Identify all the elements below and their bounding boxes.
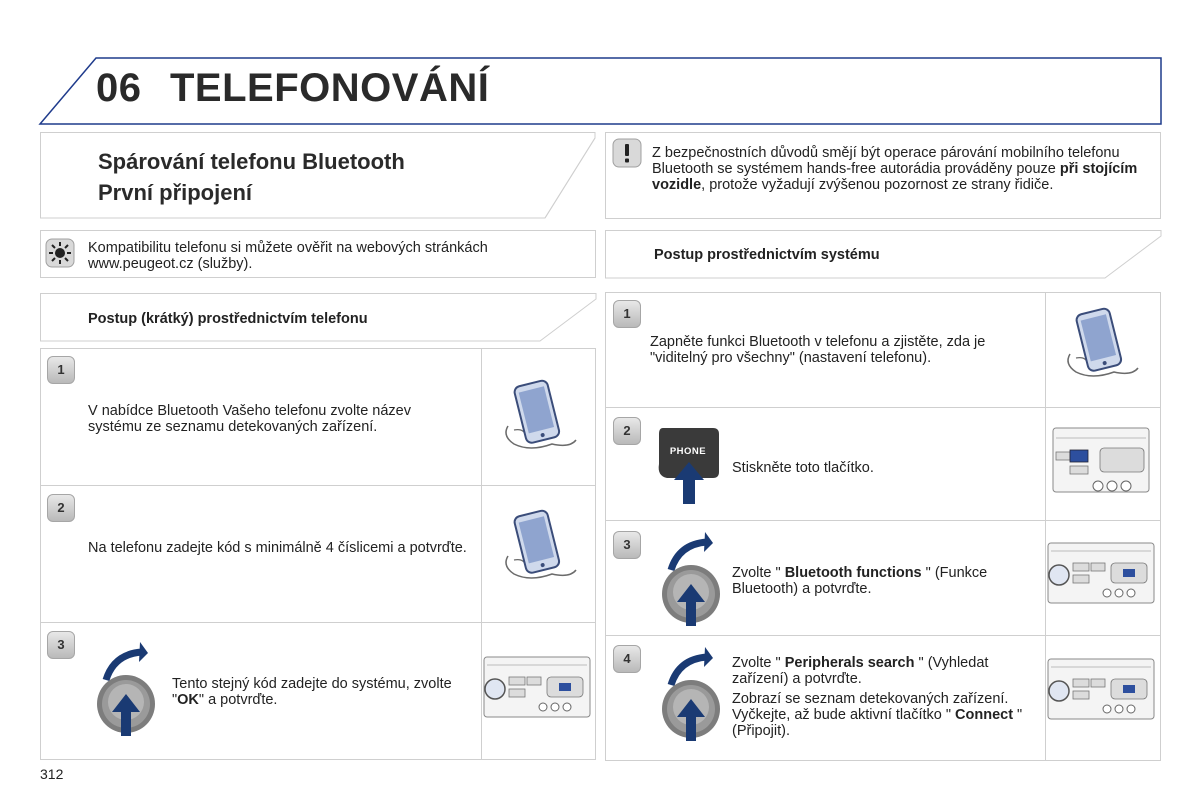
phone-hand-icon <box>500 378 580 458</box>
phone-hand-icon <box>1062 306 1142 386</box>
left-steps-divider-2 <box>40 622 596 623</box>
left-step-3-badge: 3 <box>47 631 75 659</box>
warning-text: Z bezpečnostních důvodů smějí být operace párování mobilního telefonu Bluetooth se systémem hands-free autorádia prováděny pouze při stojícím vozidle, protože vyžadují zvýšenou pozornost ze strany řidiče. <box>652 145 1138 193</box>
radio-panel-icon <box>1047 541 1157 606</box>
left-steps-divider-1 <box>40 485 596 486</box>
right-step-3-text: Zvolte " Bluetooth functions " (Funkce Bluetooth) a potvrďte. <box>732 565 988 597</box>
page-number: 312 <box>40 766 64 782</box>
left-image-column <box>481 348 482 760</box>
left-step-2-badge: 2 <box>47 494 75 522</box>
radio-panel-icon <box>483 655 593 720</box>
chapter-title: TELEFONOVÁNÍ <box>170 66 490 110</box>
right-image-column <box>1045 292 1046 761</box>
phone-button-label: PHONE <box>669 446 707 457</box>
main-title-line2: První připojení <box>98 180 253 205</box>
left-step-1-text: V nabídce Bluetooth Vašeho telefonu zvolte název systému ze seznamu detekovaných zařízení. <box>88 403 411 435</box>
right-step-1-text: Zapněte funkci Bluetooth v telefonu a zjistěte, zda je "viditelný pro všechny" (nastavení telefonu). <box>650 334 986 366</box>
tip-text: Kompatibilitu telefonu si můžete ověřit na webových stránkách www.peugeot.cz (služby). <box>88 240 488 272</box>
rotary-knob-icon <box>655 645 727 745</box>
right-step-3-badge: 3 <box>613 531 641 559</box>
chapter-number: 06 <box>96 66 142 110</box>
warning-icon <box>612 138 642 168</box>
left-step-1-badge: 1 <box>47 356 75 384</box>
right-steps-divider-3 <box>605 635 1161 636</box>
right-step-4-text-line2: Zobrazí se seznam detekovaných zařízení. Vyčkejte, až bude aktivní tlačítko " Connect " (Připojit). <box>732 691 1023 739</box>
right-step-4-badge: 4 <box>613 645 641 673</box>
radio-panel-icon <box>1047 657 1157 722</box>
left-section-title: Postup (krátký) prostřednictvím telefonu <box>88 311 368 327</box>
right-step-2-text: Stiskněte toto tlačítko. <box>732 460 874 476</box>
rotary-knob-icon <box>655 530 727 630</box>
left-step-3-text: Tento stejný kód zadejte do systému, zvolte "OK" a potvrďte. <box>172 676 452 708</box>
right-step-4-text <box>732 655 1032 739</box>
rotary-knob-icon <box>90 640 162 740</box>
right-section-title: Postup prostřednictvím systému <box>654 247 880 263</box>
radio-panel-icon <box>1052 426 1152 496</box>
arrow-up-icon <box>674 462 704 504</box>
left-step-2-text: Na telefonu zadejte kód s minimálně 4 číslicemi a potvrďte. <box>88 540 467 556</box>
right-step-1-badge: 1 <box>613 300 641 328</box>
right-step-4-text-line1: Zvolte " Peripherals search " (Vyhledat zařízení) a potvrďte. <box>732 655 989 687</box>
tip-sun-icon <box>45 238 75 268</box>
phone-hand-icon <box>500 508 580 588</box>
right-steps-divider-2 <box>605 520 1161 521</box>
main-title-line1: Spárování telefonu Bluetooth <box>98 149 405 174</box>
right-steps-divider-1 <box>605 407 1161 408</box>
right-step-2-badge: 2 <box>613 417 641 445</box>
main-title <box>98 146 518 208</box>
